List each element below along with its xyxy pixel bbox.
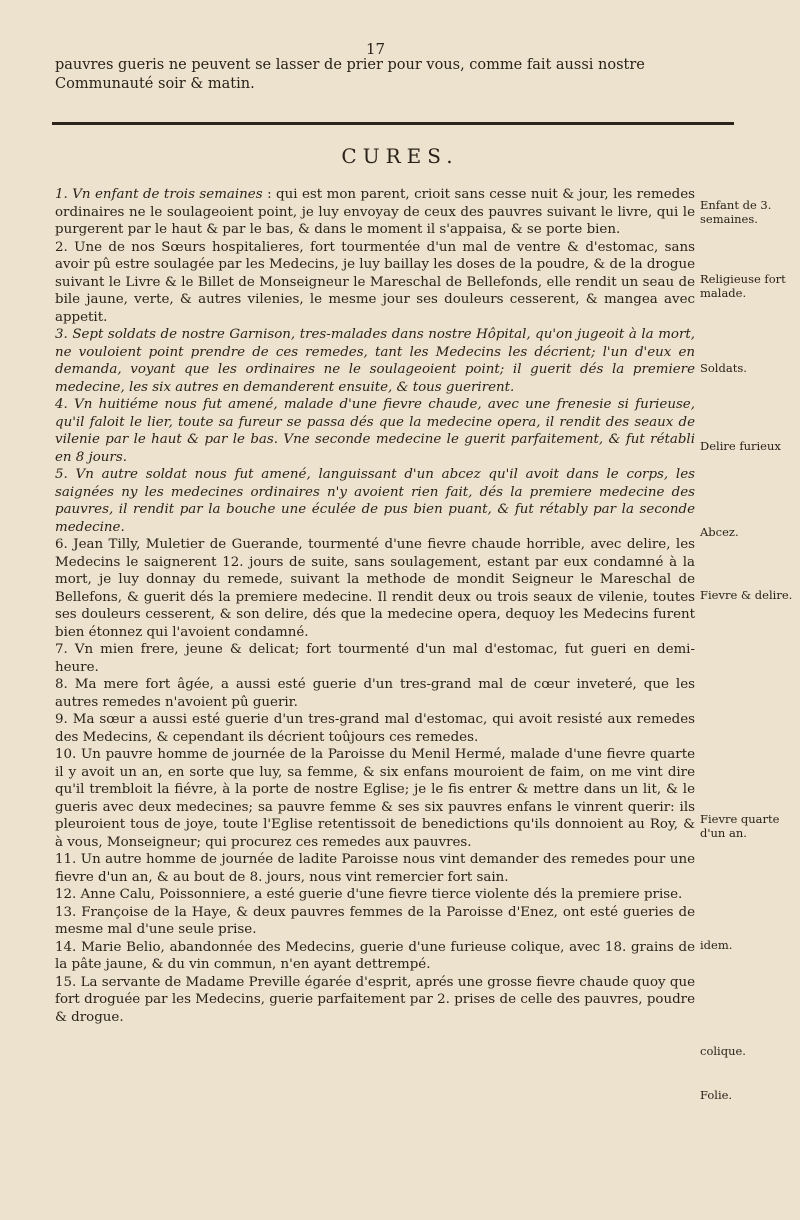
cure-entry: 15. La servante de Madame Preville égarée d'esprit, aprés une grosse fievre chaude quoy que fort droguée par les Medecins, guerie parfaitement par 2. prises de celle des pauvres, poudre & drogue. xyxy=(55,974,695,1025)
cure-entry: 5. Vn autre soldat nous fut amené, languissant d'un abcez qu'il avoit dans le corps, les saignées ny les medecines ordinaires n'y avoient rien fait, dés la premiere medecine des pauvres, il rendit par la bouche une éculée de pus bien puant, & fut rétably par la seconde medecine. xyxy=(55,467,695,535)
divider-rule xyxy=(52,122,734,125)
margin-note: Folie. xyxy=(700,1088,733,1102)
margin-note: Abcez. xyxy=(700,525,739,539)
margin-note: Delire furieux xyxy=(700,439,781,453)
cure-entry: 4. Vn huitiéme nous fut amené, malade d'une fievre chaude, avec une frenesie si furieuse, qu'il faloit le lier, toute sa fureur se passa dés que la medecine opera, il rendit des seaux de vilenie par le haut & par le bas. Vne seconde medecine le guerit parfaitement, & fut rétabli en 8 jours. xyxy=(55,397,695,465)
cure-entry: 6. Jean Tilly, Muletier de Guerande, tourmenté d'une fievre chaude horrible, avec delire, les Medecins le saignerent 12. jours de suite, sans soulagement, estant par eux condamné à la mort, je luy donnay du remede, suivant la methode de mondit Seigneur le Mareschal de Bellefons, & guerit dés la premiere medecine. Il rendit deux ou trois seaux de vilenie, toutes ses douleurs cesserent, & son delire, dés que la medecine opera, dequoy les Medecins furent bien étonnez qui l'avoient condamné. xyxy=(55,537,695,640)
margin-note: Fievre quarte d'un an. xyxy=(700,812,780,840)
margin-note: Religieuse fort malade. xyxy=(700,272,786,300)
cure-entry: 14. Marie Belio, abandonnée des Medecins, guerie d'une furieuse colique, avec 18. grains de la pâte jaune, & du vin commun, n'en ayant dettrempé. xyxy=(55,939,695,972)
cure-entry: 10. Un pauvre homme de journée de la Paroisse du Menil Hermé, malade d'une fievre quarte il y avoit un an, en sorte que luy, sa femme, & six enfans mouroient de faim, on me vint dire qu'il trembloit la fiévre, à la porte de nostre Eglise; je le fis entrer & mettre dans un lit, & le gueris avec deux medecines; sa pauvre femme & ses six pauvres enfans le vinrent querir: ils pleuroient tous de joye, toute l'Eglise retentissoit de benedictions qu'ils donnoient au Roy, & à vous, Monseigneur; qui procurez ces remedes aux pauvres. xyxy=(55,747,695,850)
cure-entry: 2. Une de nos Sœurs hospitalieres, fort tourmentée d'un mal de ventre & d'estomac, sans avoir pû estre soulagée par les Medecins, je luy baillay les doses de la poudre, & de la drogue suivant le Livre & le Billet de Monseigneur le Mareschal de Bellefonds, elle rendit un seau de bile jaune, verte, & autres vilenies, le mesme jour ses douleurs cesserent, & mangea avec appetit. xyxy=(55,239,695,325)
cure-entry: 13. Françoise de la Haye, & deux pauvres femmes de la Paroisse d'Enez, ont esté gueries de mesme mal d'une seule prise. xyxy=(55,904,695,937)
continuation-paragraph: pauvres gueris ne peuvent se lasser de prier pour vous, comme fait aussi nostre Communauté soir & matin. xyxy=(55,57,645,92)
cure-entry: 12. Anne Calu, Poissonniere, a esté guerie d'une fievre tierce violente dés la premiere prise. xyxy=(55,887,683,902)
section-heading: CURES. xyxy=(341,144,459,168)
cure-entry: 8. Ma mere fort âgée, a aussi esté guerie d'un tres-grand mal de cœur inveteré, que les autres remedes n'avoient pû guerir. xyxy=(55,677,695,710)
page-number: 17 xyxy=(366,40,386,58)
margin-note: idem. xyxy=(700,938,733,952)
margin-note: Enfant de 3. semaines. xyxy=(700,198,772,226)
margin-note: Fievre & delire. xyxy=(700,588,793,602)
cure-entry: 9. Ma sœur a aussi esté guerie d'un tres-grand mal d'estomac, qui avoit resisté aux remedes des Medecins, & cependant ils décrient toûjours ces remedes. xyxy=(55,712,695,745)
cure-entry: 1. Vn enfant de trois semaines : qui est mon parent, crioit sans cesse nuit & jour, les remedes ordinaires ne le soulageoient point, je luy envoyay de ceux des pauvres suivant le livre, qui le purgerent par le haut & par le bas, & dans le moment il s'appaisa, & se porte bien. xyxy=(55,187,695,237)
cure-entry: 11. Un autre homme de journée de ladite Paroisse nous vint demander des remedes pour une fievre d'un an, & au bout de 8. jours, nous vint remercier fort sain. xyxy=(55,852,695,885)
cure-entry: 7. Vn mien frere, jeune & delicat; fort tourmenté d'un mal d'estomac, fut gueri en demi-heure. xyxy=(55,642,695,675)
cure-entry: 3. Sept soldats de nostre Garnison, tres-malades dans nostre Hôpital, qu'on jugeoit à la mort, ne vouloient point prendre de ces remedes, tant les Medecins les décrient; l'un d'eux en demanda, voyant que les ordinaires ne le soulageoient point; il guerit dés la premiere medecine, les six autres en demanderent ensuite, & tous guerirent. xyxy=(55,327,695,395)
margin-note: Soldats. xyxy=(700,361,747,375)
margin-note: colique. xyxy=(700,1044,746,1058)
cures-list xyxy=(55,186,695,1026)
